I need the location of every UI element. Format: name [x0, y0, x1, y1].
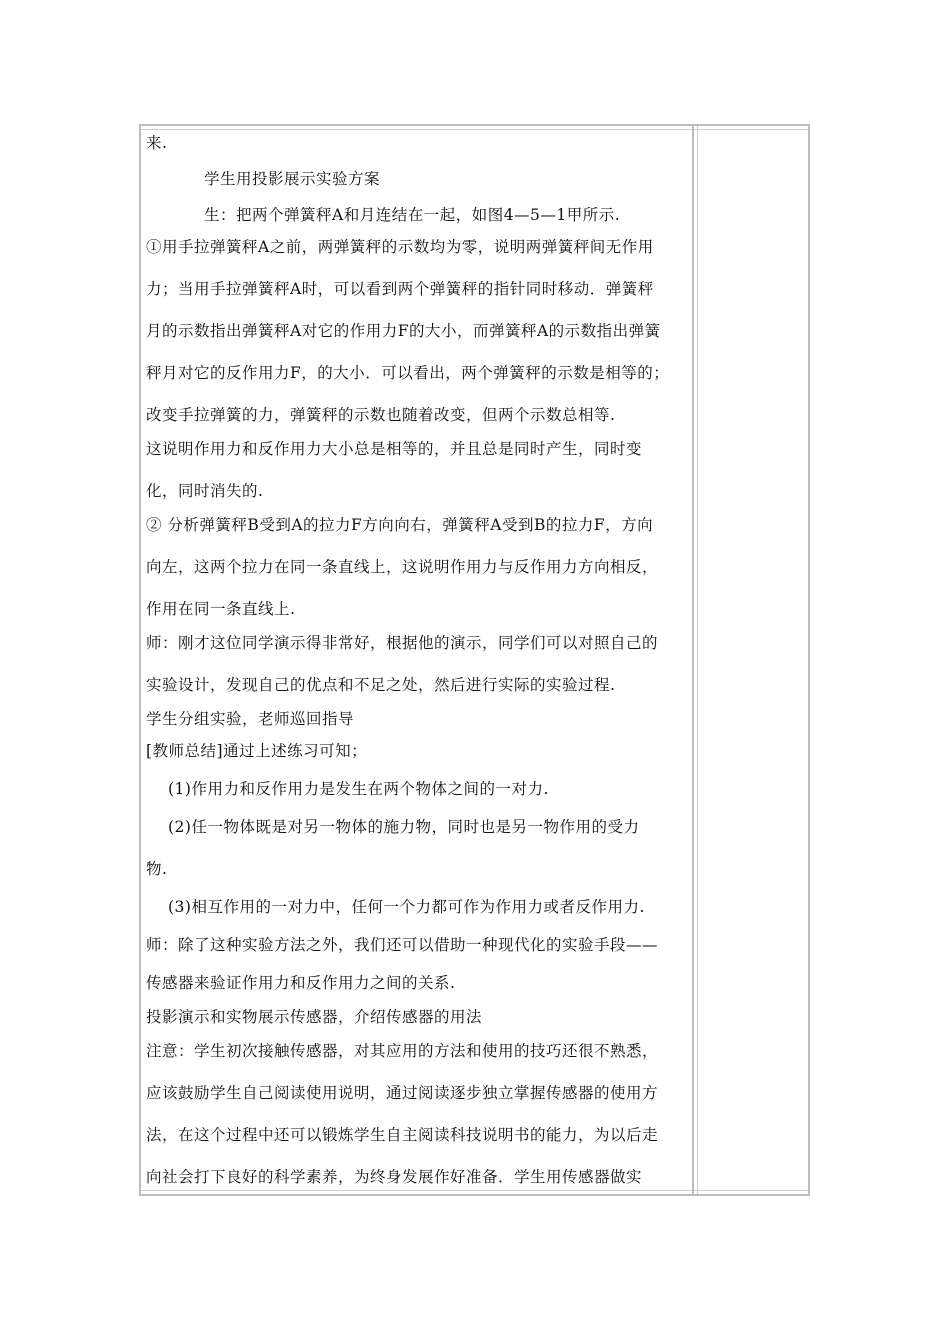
column-divider	[692, 126, 694, 1194]
text-line: 学生分组实验，老师巡回指导	[146, 710, 355, 728]
text-line: 师：除了这种实验方法之外，我们还可以借助一种现代化的实验手段——	[146, 936, 659, 954]
text-line: 这说明作用力和反作用力大小总是相等的，并且总是同时产生，同时变	[146, 440, 643, 458]
column-divider-inner	[697, 126, 698, 1194]
text-line: 应该鼓励学生自己阅读使用说明，通过阅读逐步独立掌握传感器的使用方	[146, 1084, 659, 1102]
text-line: 物.	[146, 860, 168, 878]
text-line: 作用在同一条直线上.	[146, 600, 296, 618]
text-line: 秤月对它的反作用力F，的大小．可以看出，两个弹簧秤的示数是相等的；	[146, 364, 670, 382]
text-line: 改变手拉弹簧的力，弹簧秤的示数也随着改变，但两个示数总相等.	[146, 406, 616, 424]
text-line: ② 分析弹簧秤B受到A的拉力F方向向右，弹簧秤A受到B的拉力F，方向	[146, 516, 654, 534]
text-line: 投影演示和实物展示传感器，介绍传感器的用法	[146, 1008, 483, 1026]
text-line: 学生用投影展示实验方案	[204, 170, 381, 188]
text-line: 生：把两个弹簧秤A和月连结在一起，如图4—5—1甲所示.	[204, 206, 621, 224]
text-line: 传感器来验证作用力和反作用力之间的关系.	[146, 974, 456, 992]
text-line: (3)相互作用的一对力中，任何一个力都可作为作用力或者反作用力.	[168, 898, 645, 916]
text-line: 力；当用手拉弹簧秤A时，可以看到两个弹簧秤的指针同时移动．弹簧秤	[146, 280, 654, 298]
text-line: 法，在这个过程中还可以锻炼学生自主阅读科技说明书的能力，为以后走	[146, 1126, 659, 1144]
text-line: 师：刚才这位同学演示得非常好，根据他的演示，同学们可以对照自己的	[146, 634, 659, 652]
text-line: ①用手拉弹簧秤A之前，两弹簧秤的示数均为零，说明两弹簧秤间无作用	[146, 238, 654, 256]
text-line: 向左，这两个拉力在同一条直线上，这说明作用力与反作用力方向相反，	[146, 558, 659, 576]
text-line: 向社会打下良好的科学素养，为终身发展作好准备．学生用传感器做实	[146, 1168, 643, 1186]
text-line: 来.	[146, 134, 168, 152]
text-line: 注意：学生初次接触传感器，对其应用的方法和使用的技巧还很不熟悉，	[146, 1042, 659, 1060]
lesson-content-cell	[142, 127, 692, 1193]
text-line: [教师总结]通过上述练习可知；	[146, 742, 368, 760]
text-line: 月的示数指出弹簧秤A对它的作用力F的大小，而弹簧秤A的示数指出弹簧	[146, 322, 661, 340]
text-line: (1)作用力和反作用力是发生在两个物体之间的一对力.	[168, 780, 549, 798]
text-line: 化，同时消失的.	[146, 482, 264, 500]
text-line: 实验设计，发现自己的优点和不足之处，然后进行实际的实验过程.	[146, 676, 616, 694]
text-line: (2)任一物体既是对另一物体的施力物，同时也是另一物作用的受力	[168, 818, 640, 836]
